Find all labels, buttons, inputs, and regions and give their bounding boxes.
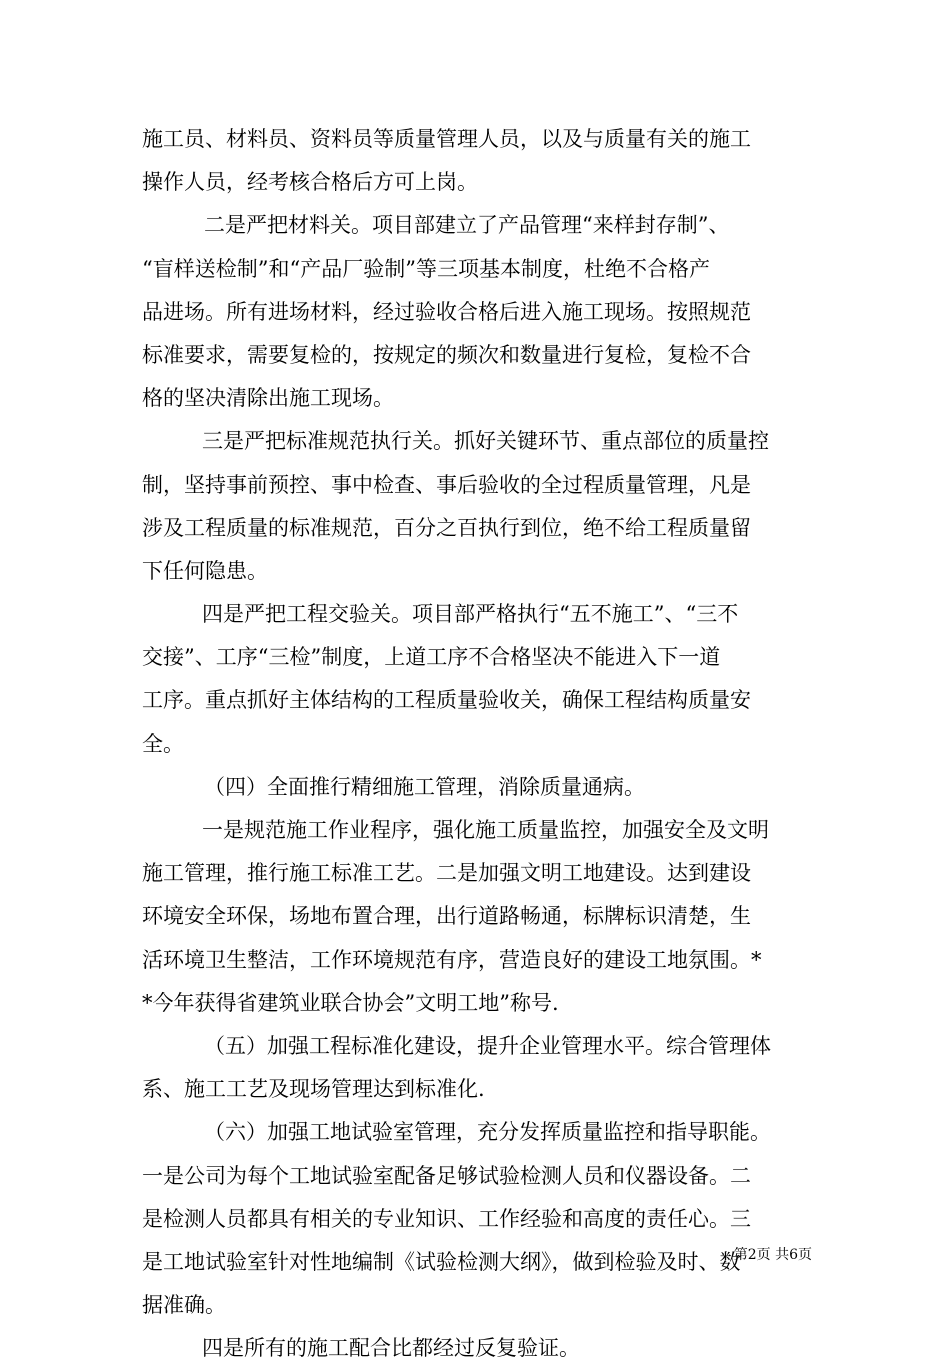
text-line: （五）加强工程标准化建设，提升企业管理水平。综合管理体 bbox=[204, 1033, 771, 1058]
text-line: 环境安全环保，场地布置合理，出行道路畅通，标牌标识清楚，生 bbox=[142, 904, 751, 929]
text-line: 据准确。 bbox=[142, 1293, 226, 1318]
text-line: 标准要求，需要复检的，按规定的频次和数量进行复检，复检不合 bbox=[142, 342, 751, 367]
text-line: 格的坚决清除出施工现场。 bbox=[142, 386, 394, 411]
text-line: “盲样送检制”和“产品厂验制”等三项基本制度，杜绝不合格产 bbox=[142, 256, 710, 281]
text-line: 施工员、材料员、资料员等质量管理人员，以及与质量有关的施工 bbox=[142, 127, 751, 151]
text-line: 二是严把材料关。项目部建立了产品管理“来样封存制”、 bbox=[204, 213, 730, 238]
text-line: 四是严把工程交验关。项目部严格执行“五不施工”、“三不 bbox=[202, 602, 739, 627]
text-line: 制，坚持事前预控、事中检查、事后验收的全过程质量管理，凡是 bbox=[142, 472, 751, 497]
text-line: （四）全面推行精细施工管理，消除质量通病。 bbox=[204, 774, 645, 799]
text-line: 四是所有的施工配合比都经过反复验证。 bbox=[202, 1336, 580, 1361]
text-line: 是工地试验室针对性地编制《试验检测大纲》，做到检验及时、数 bbox=[142, 1249, 741, 1274]
text-line: 施工管理，推行施工标准工艺。二是加强文明工地建设。达到建设 bbox=[142, 861, 751, 886]
text-line: 活环境卫生整洁，工作环境规范有序，营造良好的建设工地氛围。* bbox=[142, 947, 762, 972]
text-line: 涉及工程质量的标准规范，百分之百执行到位，绝不给工程质量留 bbox=[142, 515, 751, 540]
text-line: 操作人员，经考核合格后方可上岗。 bbox=[142, 170, 478, 195]
page-number-footer: 第2页 共6页 bbox=[733, 1247, 812, 1263]
text-line: 一是公司为每个工地试验室配备足够试验检测人员和仪器设备。二 bbox=[142, 1163, 751, 1188]
text-line: 下任何隐患。 bbox=[142, 558, 268, 583]
text-line: 全。 bbox=[142, 731, 184, 756]
text-line: 是检测人员都具有相关的专业知识、工作经验和高度的责任心。三 bbox=[142, 1206, 751, 1231]
text-line: 一是规范施工作业程序，强化施工质量监控，加强安全及文明 bbox=[202, 818, 769, 842]
text-line: *今年获得省建筑业联合协会”文明工地”称号. bbox=[142, 990, 559, 1015]
document-body bbox=[142, 118, 804, 1370]
text-line: 三是严把标准规范执行关。抓好关键环节、重点部位的质量控 bbox=[202, 429, 769, 454]
text-line: 品进场。所有进场材料，经过验收合格后进入施工现场。按照规范 bbox=[142, 299, 751, 324]
text-line: （六）加强工地试验室管理，充分发挥质量监控和指导职能。 bbox=[204, 1120, 771, 1145]
text-line: 交接”、工序“三检”制度，上道工序不合格坚决不能进入下一道 bbox=[142, 645, 721, 670]
text-line: 系、施工工艺及现场管理达到标准化. bbox=[142, 1077, 485, 1102]
text-line: 工序。重点抓好主体结构的工程质量验收关，确保工程结构质量安 bbox=[142, 688, 751, 713]
